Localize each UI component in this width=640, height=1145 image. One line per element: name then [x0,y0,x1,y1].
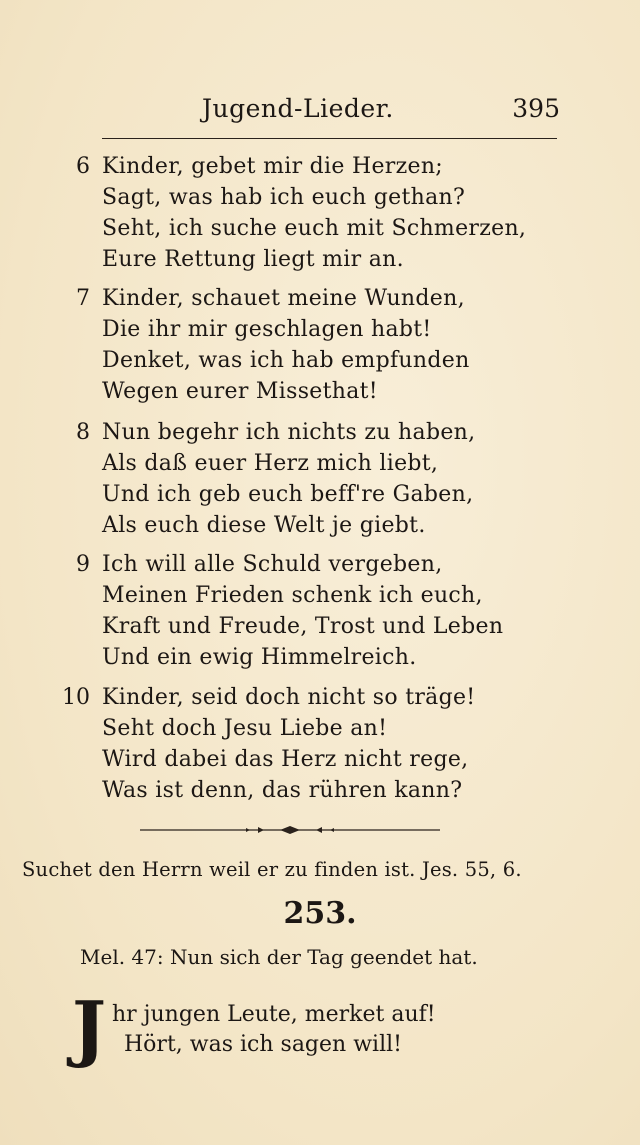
verse-line: Sagt, was hab ich euch gethan? [102,185,466,210]
verse-line: Was ist denn, das rühren kann? [102,778,463,803]
verse-line: Eure Rettung liegt mir an. [102,247,404,272]
verse-line: Kinder, schauet meine Wunden, [102,286,465,311]
verse-line: Als daß euer Herz mich liebt, [102,451,439,476]
hymn-first-line: hr jungen Leute, merket auf! [112,1002,436,1027]
page-number: 395 [512,94,560,123]
verse-line: Die ihr mir geschlagen habt! [102,317,432,342]
verse-line: Und ein ewig Himmelreich. [102,645,417,670]
running-title: Jugend-Lieder. [202,94,394,123]
scripture-reference: Suchet den Herrn weil er zu finden ist. Jes. 55, 6. [22,858,522,881]
ornament-divider [140,822,440,838]
verse-number: 7 [76,286,90,311]
hymn-second-line: Hört, was ich sagen will! [124,1032,402,1057]
hymn-number: 253. [283,896,357,931]
verse-line: Kraft und Freude, Trost und Leben [102,614,504,639]
verse-line: Seht, ich suche euch mit Schmerzen, [102,216,527,241]
verse-line: Als euch diese Welt je giebt. [102,513,426,538]
melody-line: Mel. 47: Nun sich der Tag geendet hat. [80,945,478,969]
verse-line: Denket, was ich hab empfunden [102,348,470,373]
verse-line: Nun begehr ich nichts zu haben, [102,420,476,445]
verse-line: Seht doch Jesu Liebe an! [102,716,388,741]
verse-line: Meinen Frieden schenk ich euch, [102,583,483,608]
verse-line: Wird dabei das Herz nicht rege, [102,747,469,772]
verse-line: Ich will alle Schuld vergeben, [102,552,443,577]
verse-line: Wegen eurer Missethat! [102,379,378,404]
verse-number: 9 [76,552,90,577]
verse-number: 10 [62,685,90,710]
verse-line: Kinder, gebet mir die Herzen; [102,154,444,179]
verse-number: 6 [76,154,90,179]
verse-number: 8 [76,420,90,445]
verse-line: Kinder, seid doch nicht so träge! [102,685,476,710]
drop-cap: J [72,985,107,1070]
verse-line: Und ich geb euch beff're Gaben, [102,482,474,507]
header-rule [102,138,557,139]
